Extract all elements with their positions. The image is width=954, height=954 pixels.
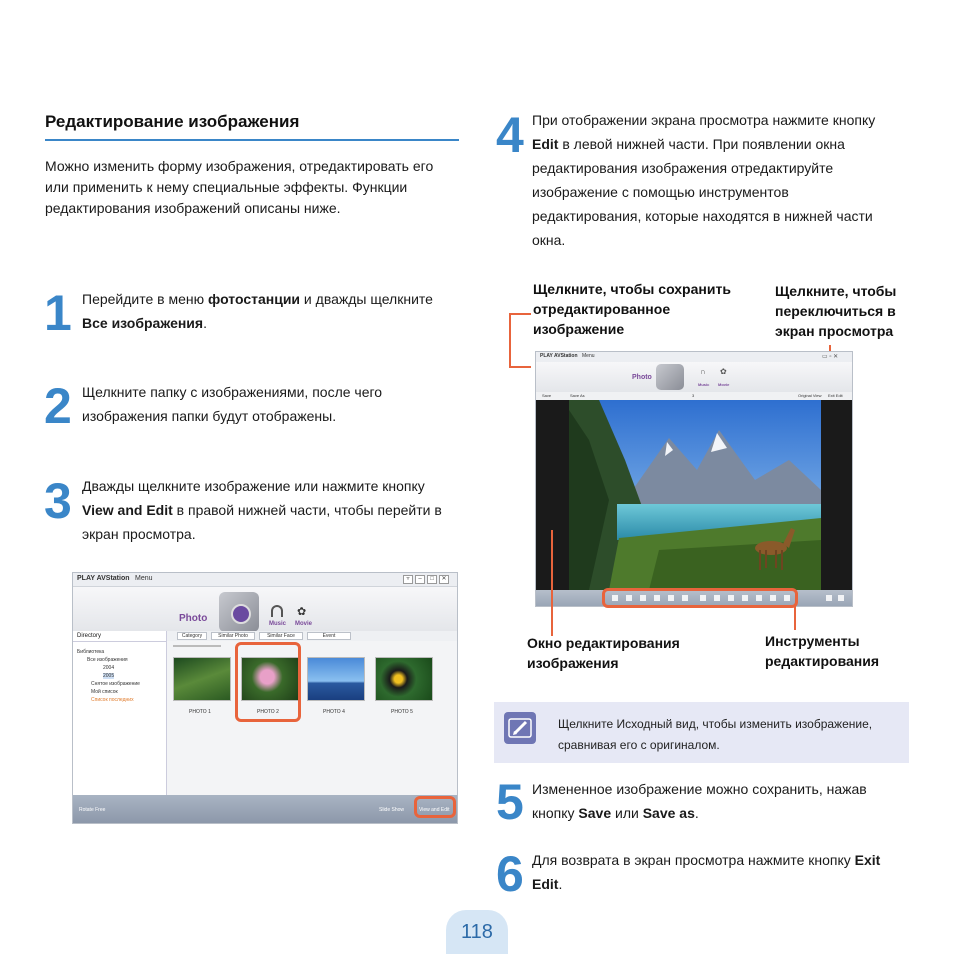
selected-photo-highlight bbox=[235, 642, 301, 722]
similar-face-button[interactable]: Similar Face bbox=[259, 632, 303, 640]
title-rule bbox=[45, 139, 459, 141]
step-4-number: 4 bbox=[496, 107, 524, 163]
note-text: Щелкните Исходный вид, чтобы изменить изображение, сравнивая его с оригиналом. bbox=[558, 717, 873, 752]
photo-thumbnail[interactable] bbox=[173, 657, 231, 701]
pencil-note-icon bbox=[504, 712, 536, 744]
thumbnail-caption: PHOTO 4 bbox=[323, 709, 345, 715]
rotate-free-button[interactable]: Rotate Free bbox=[79, 807, 106, 813]
app-logo: PLAY AVStation bbox=[540, 353, 578, 359]
zoom-icon[interactable] bbox=[826, 595, 832, 601]
similar-photo-button[interactable]: Similar Photo bbox=[211, 632, 255, 640]
step-2-number: 2 bbox=[44, 378, 72, 434]
window-titlebar bbox=[73, 573, 457, 587]
tree-item[interactable]: Список последних bbox=[91, 697, 134, 703]
tools-highlight bbox=[602, 588, 798, 608]
thumbnail-caption: PHOTO 5 bbox=[391, 709, 413, 715]
movie-label[interactable]: Movie bbox=[718, 382, 730, 387]
tree-item[interactable]: Мой список bbox=[91, 689, 118, 695]
camera-icon[interactable] bbox=[656, 364, 684, 390]
category-bar bbox=[536, 362, 852, 392]
callout-save: Щелкните, чтобы сохранить отредактированное изображение bbox=[533, 281, 731, 337]
tree-item[interactable]: 2004 bbox=[103, 665, 115, 671]
editor-toolbar bbox=[536, 392, 852, 400]
image-counter: 3 bbox=[692, 393, 695, 398]
app-logo: PLAY AVStation bbox=[77, 575, 130, 582]
tree-item[interactable]: Все изображения bbox=[87, 657, 128, 663]
film-icon[interactable]: ✿ bbox=[297, 606, 307, 618]
step-6-number: 6 bbox=[496, 846, 524, 902]
callout-line bbox=[509, 313, 531, 315]
zoom-icon[interactable] bbox=[838, 595, 844, 601]
restore-icon[interactable]: ▿ bbox=[403, 575, 413, 584]
event-button[interactable]: Event bbox=[307, 632, 351, 640]
step-5-text: Измененное изображение можно сохранить, нажав кнопку Save или Save as. bbox=[532, 781, 867, 821]
section-title: Редактирование изображения bbox=[45, 112, 300, 131]
bottom-bar bbox=[73, 795, 457, 824]
step-1-text: Перейдите в меню фотостанции и дважды щелкните Все изображения. bbox=[82, 291, 433, 331]
step-1-number: 1 bbox=[44, 285, 72, 341]
view-and-edit-highlight bbox=[414, 796, 456, 818]
view-and-edit-button[interactable]: View and Edit bbox=[419, 807, 450, 813]
note-box bbox=[494, 702, 909, 763]
save-button[interactable]: Save bbox=[542, 393, 552, 398]
tree-item[interactable]: Снятое изображение bbox=[91, 681, 140, 687]
callout-line bbox=[551, 530, 553, 636]
photo-label[interactable]: Photo bbox=[632, 374, 652, 381]
step-3-number: 3 bbox=[44, 473, 72, 529]
step-4-text: При отображении экрана просмотра нажмите кнопку Edit в левой нижней части. При появлении окна редактирования изображения отредактируйте изображение с помощью инструментов редактирования, которые находятся в нижней части окна. bbox=[532, 112, 876, 248]
window-controls[interactable]: ▭ ▫ ✕ bbox=[822, 354, 839, 360]
minimize-icon[interactable]: – bbox=[415, 575, 425, 584]
menu-button[interactable]: Menu bbox=[582, 353, 595, 359]
callout-tools: Инструменты редактирования bbox=[765, 633, 880, 669]
filter-toolbar bbox=[167, 631, 458, 641]
step-2-text: Щелкните папку с изображениями, после чего изображения папки будут отображены. bbox=[82, 384, 383, 424]
category-dropdown[interactable]: Category bbox=[177, 632, 207, 640]
headphones-icon[interactable]: ∩ bbox=[700, 367, 706, 376]
close-icon[interactable]: ✕ bbox=[439, 575, 449, 584]
window-titlebar bbox=[536, 352, 852, 362]
slide-show-button[interactable]: Slide Show bbox=[379, 807, 405, 813]
directory-header: Directory bbox=[73, 631, 166, 642]
callout-line bbox=[794, 606, 796, 630]
step-5-number: 5 bbox=[496, 774, 524, 830]
photo-label[interactable]: Photo bbox=[179, 613, 208, 624]
zoom-slider[interactable] bbox=[173, 645, 221, 647]
callout-line bbox=[509, 313, 511, 367]
maximize-icon[interactable]: □ bbox=[427, 575, 437, 584]
thumbnail-caption: PHOTO 2 bbox=[257, 709, 279, 715]
category-bar bbox=[73, 587, 457, 631]
callout-switch-view: Щелкните, чтобы переключиться в экран просмотра bbox=[775, 283, 897, 339]
step-3-text: Дважды щелкните изображение или нажмите кнопку View and Edit в правой нижней части, чтобы перейти в экран просмотра. bbox=[82, 478, 442, 542]
directory-panel bbox=[73, 631, 167, 807]
photo-thumbnail[interactable] bbox=[375, 657, 433, 701]
callout-line bbox=[509, 366, 531, 368]
callout-edit-window: Окно редактирования изображения bbox=[527, 635, 680, 671]
step-6-text: Для возврата в экран просмотра нажмите кнопку Exit Edit. bbox=[532, 852, 881, 892]
music-label[interactable]: Music bbox=[698, 382, 710, 387]
exit-edit-button[interactable]: Exit Edit bbox=[828, 393, 843, 398]
page-number: 118 bbox=[446, 910, 508, 954]
tree-item-selected[interactable]: 2005 bbox=[103, 673, 115, 679]
headphones-icon[interactable] bbox=[271, 605, 283, 617]
photo-thumbnail[interactable] bbox=[307, 657, 365, 701]
avstation-editor-screenshot bbox=[535, 351, 853, 607]
movie-label[interactable]: Movie bbox=[295, 621, 313, 627]
film-icon[interactable]: ✿ bbox=[720, 367, 727, 376]
music-label[interactable]: Music bbox=[269, 621, 287, 627]
tree-item[interactable]: Библиотека bbox=[77, 649, 105, 655]
thumbnail-caption: PHOTO 1 bbox=[189, 709, 211, 715]
save-as-button[interactable]: Save As bbox=[570, 393, 585, 398]
edited-image-landscape bbox=[569, 400, 821, 590]
menu-button[interactable]: Menu bbox=[135, 575, 153, 582]
camera-icon[interactable] bbox=[219, 592, 259, 632]
intro-paragraph: Можно изменить форму изображения, отредактировать его или применить к нему специальные эффекты. Функции редактирования изображений описаны ниже. bbox=[45, 158, 434, 216]
original-view-button[interactable]: Original View bbox=[798, 393, 822, 398]
